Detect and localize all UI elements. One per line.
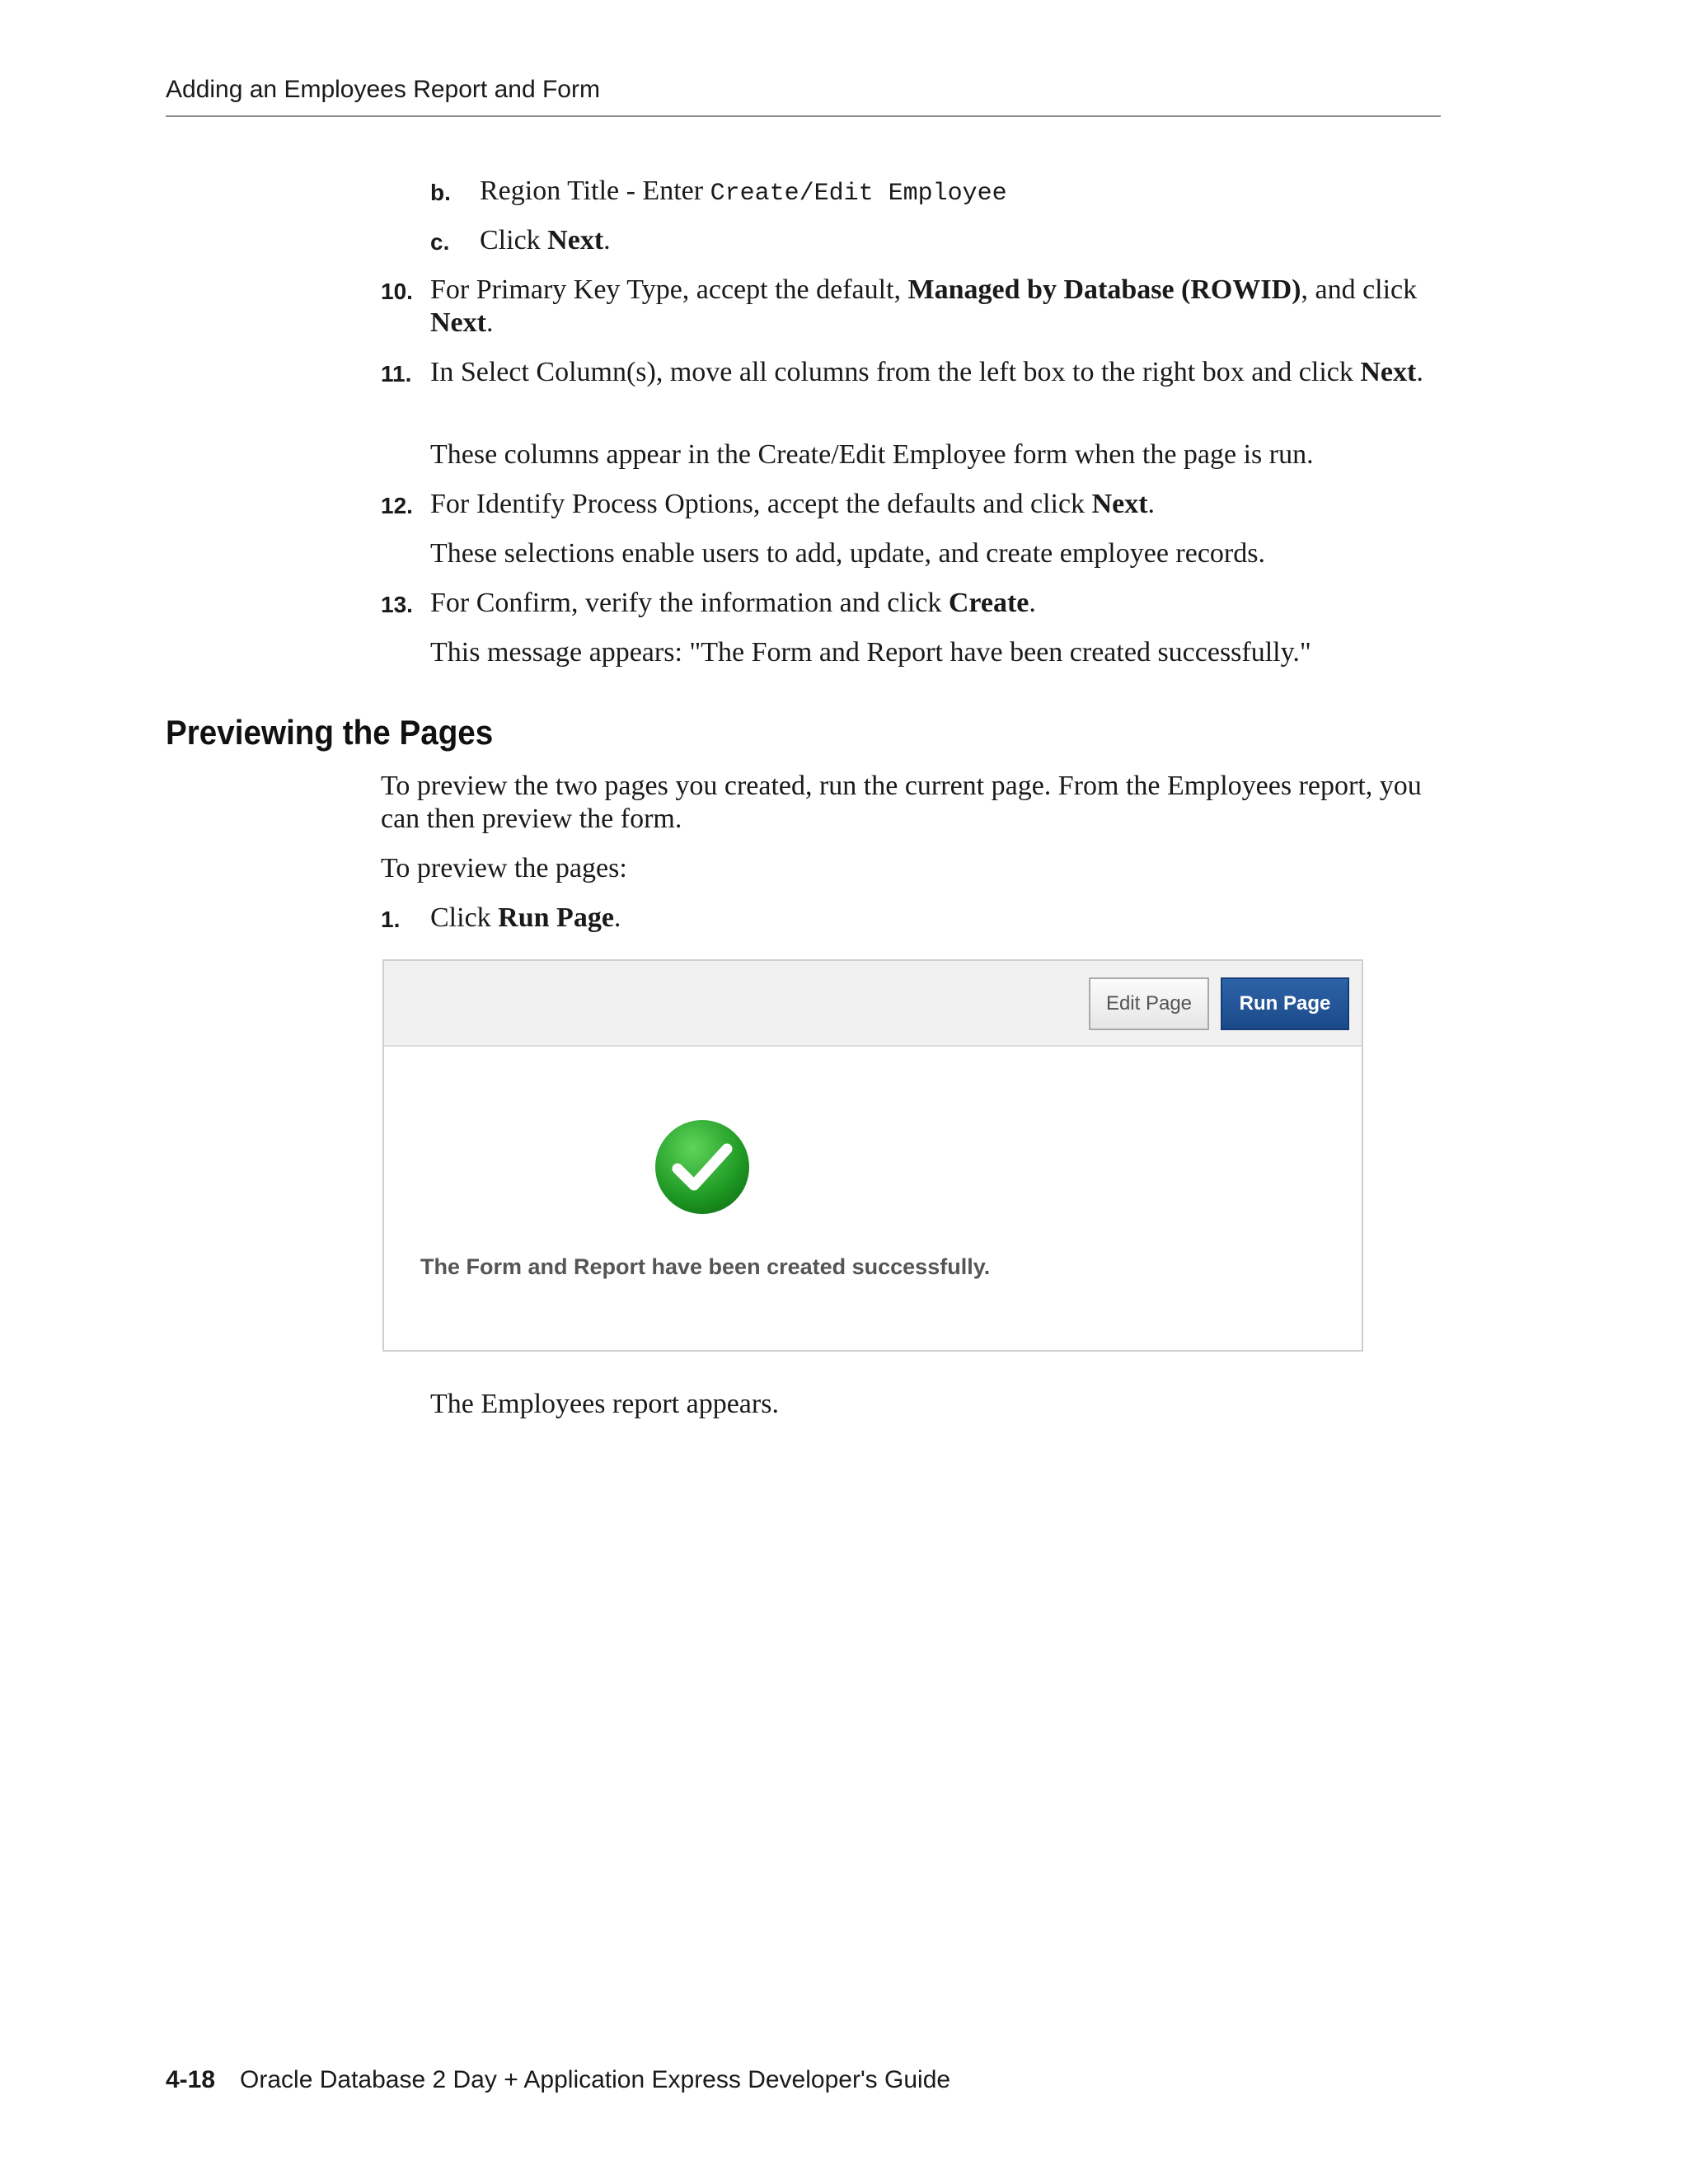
code-value: Create/Edit Employee bbox=[710, 180, 1007, 208]
step-text: For Primary Key Type, accept the default, Managed by Database (ROWID), and click Next. bbox=[430, 274, 1418, 338]
edit-page-button[interactable]: Edit Page bbox=[1089, 977, 1209, 1030]
substep-marker: c. bbox=[430, 229, 450, 255]
substep-text: Click Next. bbox=[480, 225, 611, 255]
step-number: 10. bbox=[381, 279, 413, 304]
step-13 bbox=[381, 587, 1428, 620]
success-message: The Form and Report have been created successfully. bbox=[420, 1254, 991, 1279]
preview-step-1 bbox=[381, 902, 1428, 935]
step-number: 13. bbox=[381, 592, 413, 617]
section-intro: To preview the two pages you created, run the current page. From the Employees report, you can then preview the form. bbox=[381, 771, 1422, 834]
running-header: Adding an Employees Report and Form bbox=[166, 76, 600, 103]
section-lead: To preview the pages: bbox=[381, 853, 627, 883]
step-text: For Identify Process Options, accept the defaults and click Next. bbox=[430, 489, 1156, 519]
step-13-note: This message appears: "The Form and Report have been created successfully." bbox=[430, 637, 1311, 668]
header-divider bbox=[166, 115, 1441, 117]
success-check-icon bbox=[653, 1118, 752, 1216]
step-12 bbox=[381, 488, 1428, 521]
step-number: 1. bbox=[381, 907, 401, 932]
run-page-button[interactable]: Run Page bbox=[1221, 977, 1349, 1030]
result-note: The Employees report appears. bbox=[430, 1389, 779, 1419]
substep-marker: b. bbox=[430, 180, 451, 205]
step-11 bbox=[381, 356, 1428, 389]
step-text: For Confirm, verify the information and click Create. bbox=[430, 588, 1036, 618]
step-10 bbox=[381, 274, 1428, 340]
step-number: 11. bbox=[381, 361, 412, 387]
page-number: 4-18 bbox=[166, 2066, 216, 2093]
step-12-note: These selections enable users to add, update, and create employee records. bbox=[430, 538, 1265, 569]
run-page-screenshot bbox=[382, 959, 1363, 1352]
step-text: Click Run Page. bbox=[430, 902, 621, 933]
substep-text: Region Title - Enter Create/Edit Employee bbox=[480, 176, 1007, 208]
book-title: Oracle Database 2 Day + Application Express Developer's Guide bbox=[240, 2066, 951, 2093]
step-text: In Select Column(s), move all columns from the left box to the right box and click Next. bbox=[430, 357, 1423, 387]
step-11-note: These columns appear in the Create/Edit Employee form when the page is run. bbox=[430, 439, 1314, 470]
section-title: Previewing the Pages bbox=[166, 713, 494, 752]
step-number: 12. bbox=[381, 493, 413, 518]
page-toolbar bbox=[384, 961, 1362, 1047]
page-footer bbox=[166, 2066, 950, 2094]
